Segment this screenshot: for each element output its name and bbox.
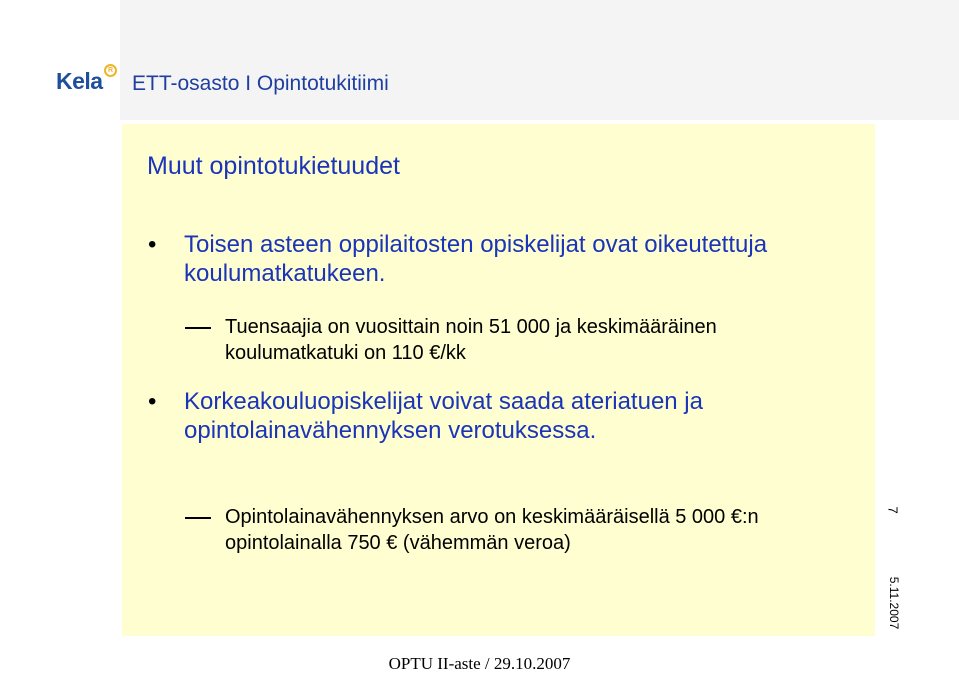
bullet-icon: • — [148, 231, 157, 258]
bullet-item-2 — [148, 387, 844, 445]
slide-title: Muut opintotukietuudet — [147, 152, 400, 180]
bullet-icon: • — [148, 388, 157, 415]
side-date: 5.11.2007 — [887, 576, 901, 630]
slide-header — [0, 0, 959, 122]
sub-text: Tuensaajia on vuosittain noin 51 000 ja keskimääräinen koulumatkatuki on 110 €/kk — [225, 316, 717, 364]
kela-logo — [56, 66, 118, 100]
sub-item-1 — [225, 314, 845, 366]
logo-badge-icon: R — [104, 64, 117, 77]
sub-item-2 — [225, 504, 845, 556]
logo-text: Kela — [56, 68, 103, 94]
header-band — [120, 0, 959, 120]
page-number: 7 — [885, 506, 901, 514]
slide-content — [122, 124, 875, 636]
header-title: ETT-osasto I Opintotukitiimi — [132, 72, 389, 95]
bullet-text: Toisen asteen oppilaitosten opiskelijat ovat oikeutettuja koulumatkatukeen. — [184, 231, 768, 287]
bullet-item-1 — [148, 230, 844, 288]
sub-text: Opintolainavähennyksen arvo on keskimääräisellä 5 000 €:n opintolainalla 750 € (vähemmän veroa) — [225, 506, 759, 554]
bullet-text: Korkeakouluopiskelijat voivat saada ateriatuen ja opintolainavähennyksen verotuksessa. — [184, 388, 703, 444]
footer-text: OPTU II-aste / 29.10.2007 — [388, 654, 571, 673]
